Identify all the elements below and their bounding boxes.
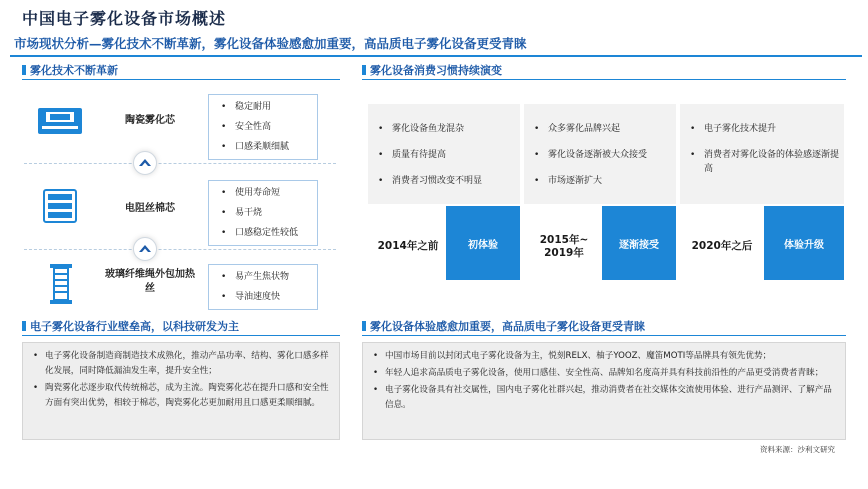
tech-points-wire-cotton <box>208 180 318 246</box>
stage-year-2: 2015年~ 2019年 <box>539 234 589 259</box>
ceramic-coil-icon <box>36 102 84 142</box>
row-divider <box>24 249 336 251</box>
source-note: 资料来源：沙利文研究 <box>760 445 835 454</box>
tech-points-ceramic <box>208 94 318 160</box>
stage-bullet: • 雾化设备鱼龙混杂 <box>378 122 518 136</box>
experience-item: • 电子雾化设备具有社交属性，国内电子雾化社群兴起，推动消费者在社交媒体交流使用体验、进行产品测评、了解产品信息。 <box>371 383 837 413</box>
stage-label-2: 逐渐接受 <box>602 206 676 280</box>
tech-name-glass-fiber: 玻璃纤维绳外包加热丝 <box>105 269 195 294</box>
glass-fiber-coil-icon <box>46 262 76 310</box>
left-section-rule <box>22 79 340 80</box>
title-divider <box>10 55 862 57</box>
experience-item: • 中国市场目前以封闭式电子雾化设备为主，悦刻RELX、柚子YOOZ、魔笛MOTI等品牌具有领先优势； <box>371 349 837 364</box>
tech-points-glass-fiber <box>208 264 318 310</box>
bottom-left-rule <box>22 335 340 336</box>
stage-bullet: • 市场逐渐扩大 <box>534 174 674 188</box>
resistance-wire-icon <box>40 186 80 230</box>
right-section-rule <box>362 79 846 80</box>
right-section-heading: 雾化设备消费习惯持续演变 <box>370 64 502 77</box>
tech-point: • 易干烧 <box>221 203 313 223</box>
stage-bullet: • 质量有待提高 <box>378 148 518 162</box>
tech-point: • 稳定耐用 <box>221 97 313 117</box>
stage-label-1: 初体验 <box>446 206 520 280</box>
bottom-right-heading: 雾化设备体验感愈加重要，高品质电子雾化设备更受青睐 <box>370 320 645 333</box>
bottom-left-box <box>22 342 340 440</box>
tech-point: • 易产生焦状物 <box>221 267 313 287</box>
stage-bullet: • 雾化设备逐渐被大众接受 <box>534 148 674 162</box>
stage-bullet: • 电子雾化技术提升 <box>690 122 840 136</box>
tech-name-ceramic: 陶瓷雾化芯 <box>125 115 175 126</box>
experience-item: • 年轻人追求高品质电子雾化设备，使用口感佳、安全性高、品牌知名度高并具有科技前沿性的产品更受消费者青睐； <box>371 366 837 381</box>
stage-year-1: 2014年之前 <box>377 240 439 252</box>
stage-bullets-3 <box>690 122 840 188</box>
stage-bullets-1 <box>378 122 518 200</box>
tech-point: • 口感柔顺细腻 <box>221 137 313 157</box>
tech-point: • 安全性高 <box>221 117 313 137</box>
barrier-item: • 电子雾化设备制造商制造技术成熟化，推动产品功率、结构、雾化口感多样化发展，同时降低漏油发生率，提升安全性； <box>31 349 331 379</box>
tech-point: • 口感稳定性较低 <box>221 223 313 243</box>
barrier-item: • 陶瓷雾化芯逐步取代传统棉芯，成为主流。陶瓷雾化芯在提升口感和安全性方面有突出优势，相较于棉芯，陶瓷雾化芯更加耐用且口感更柔顺细腻。 <box>31 381 331 411</box>
row-divider <box>24 163 336 165</box>
page-title: 中国电子雾化设备市场概述 <box>22 9 227 28</box>
stage-bullet: • 消费者对雾化设备的体验感逐渐提高 <box>690 148 840 176</box>
tech-point: • 使用寿命短 <box>221 183 313 203</box>
chevron-up-icon <box>133 237 157 261</box>
chevron-up-icon <box>133 151 157 175</box>
stage-bullets-2 <box>534 122 674 200</box>
bottom-left-heading: 电子雾化设备行业壁垒高，以科技研发为主 <box>30 320 239 333</box>
tech-point: • 导油速度快 <box>221 287 313 307</box>
page-subtitle: 市场现状分析—雾化技术不断革新，雾化设备体验感愈加重要，高品质电子雾化设备更受青睐 <box>14 36 527 51</box>
left-section-heading: 雾化技术不断革新 <box>30 64 118 77</box>
stage-bullet: • 众多雾化品牌兴起 <box>534 122 674 136</box>
stage-year-3: 2020年之后 <box>691 240 753 252</box>
stage-bullet: • 消费者习惯改变不明显 <box>378 174 518 188</box>
tech-name-wire-cotton: 电阻丝棉芯 <box>125 203 175 214</box>
stage-label-3: 体验升级 <box>764 206 844 280</box>
bottom-right-rule <box>362 335 846 336</box>
bottom-right-box <box>362 342 846 440</box>
